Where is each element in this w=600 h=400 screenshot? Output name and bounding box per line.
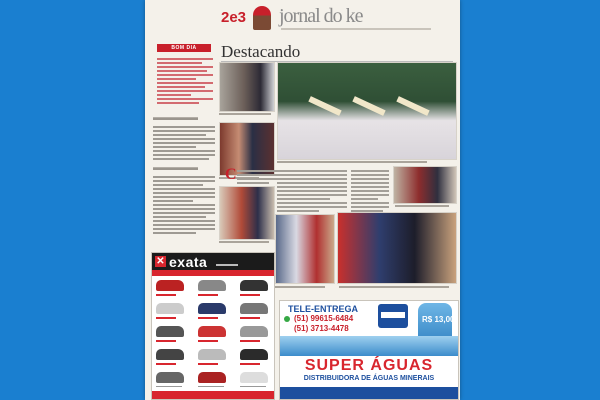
car-image [198, 280, 226, 291]
car-image [240, 280, 268, 291]
columnist-avatar [253, 6, 271, 30]
column-text-2 [153, 174, 215, 236]
car-label [240, 363, 260, 365]
car-image [198, 372, 226, 383]
birthday-list [157, 56, 213, 106]
car-label [156, 340, 176, 342]
photo-couple-3 [219, 186, 275, 240]
car-text [156, 386, 182, 387]
ad-water-phone-2: (51) 3713-4478 [294, 324, 349, 333]
ad-water-price: R$ 13,00 [422, 315, 455, 324]
ad-exata-sub [216, 264, 238, 266]
car-text [198, 386, 224, 387]
article-text-b [277, 168, 347, 214]
photo-caption [219, 241, 269, 243]
car-label [198, 363, 218, 365]
ad-water-service: TELE-ENTREGA [288, 304, 359, 314]
car-label [156, 294, 176, 296]
whatsapp-icon [284, 316, 290, 322]
ad-water-store-name: SUPER ÁGUAS [304, 357, 434, 374]
ad-water-tagline: DISTRIBUIDORA DE ÁGUAS MINERAIS [303, 375, 435, 382]
ad-water [279, 300, 459, 400]
column-subhead-2: ▬▬▬▬▬ [153, 162, 198, 172]
ad-exata [151, 252, 275, 400]
ad-water-splash [280, 336, 458, 356]
drop-cap: C [225, 166, 237, 183]
newspaper-page [145, 0, 460, 400]
car-image [240, 326, 268, 337]
exata-logo-icon: ✕ [156, 256, 165, 267]
photo-queens [277, 62, 457, 160]
ad-water-phone-1: (51) 99615-6484 [294, 314, 354, 323]
car-label [240, 294, 260, 296]
photo-caption [339, 286, 449, 288]
page-headline: Destacando [221, 42, 301, 61]
masthead-subtitle [281, 28, 431, 30]
photo-couple-4 [393, 166, 457, 204]
ad-exata-brand: exata [169, 254, 208, 270]
masthead-name: jornal do ke [279, 5, 363, 27]
car-image [198, 326, 226, 337]
photo-caption [219, 113, 271, 115]
queen-sash [396, 96, 429, 116]
car-image [198, 349, 226, 360]
car-image [156, 303, 184, 314]
ad-water-footer [280, 387, 458, 399]
car-image [156, 326, 184, 337]
photo-group [337, 212, 457, 284]
masthead [145, 0, 460, 38]
car-image [156, 280, 184, 291]
queen-sash [308, 96, 341, 116]
car-label [240, 340, 260, 342]
car-image [240, 303, 268, 314]
car-label [240, 317, 260, 319]
car-label [198, 317, 218, 319]
ad-water-logo-icon [378, 304, 408, 328]
ad-exata-redline [152, 270, 274, 276]
car-label [198, 294, 218, 296]
bom-dia-tag: BOM DIA [171, 45, 197, 51]
car-label [156, 317, 176, 319]
article-text-a [237, 168, 277, 186]
photo-caption [277, 161, 427, 163]
car-label [198, 340, 218, 342]
photo-caption [275, 286, 325, 288]
car-image [156, 372, 184, 383]
car-image [198, 303, 226, 314]
car-image [156, 349, 184, 360]
car-text [240, 386, 266, 387]
photo-couple-5 [275, 214, 335, 284]
ad-exata-footer [152, 391, 274, 399]
photo-couple-1 [219, 62, 275, 112]
car-image [240, 372, 268, 383]
car-image [240, 349, 268, 360]
photo-caption [395, 205, 449, 207]
article-text-c [351, 168, 389, 214]
car-label [156, 363, 176, 365]
column-subhead-1: ▬▬▬▬▬ [153, 112, 198, 122]
masthead-number: 2e3 [221, 9, 247, 26]
queen-sash [352, 96, 385, 116]
column-text-1 [153, 124, 215, 162]
